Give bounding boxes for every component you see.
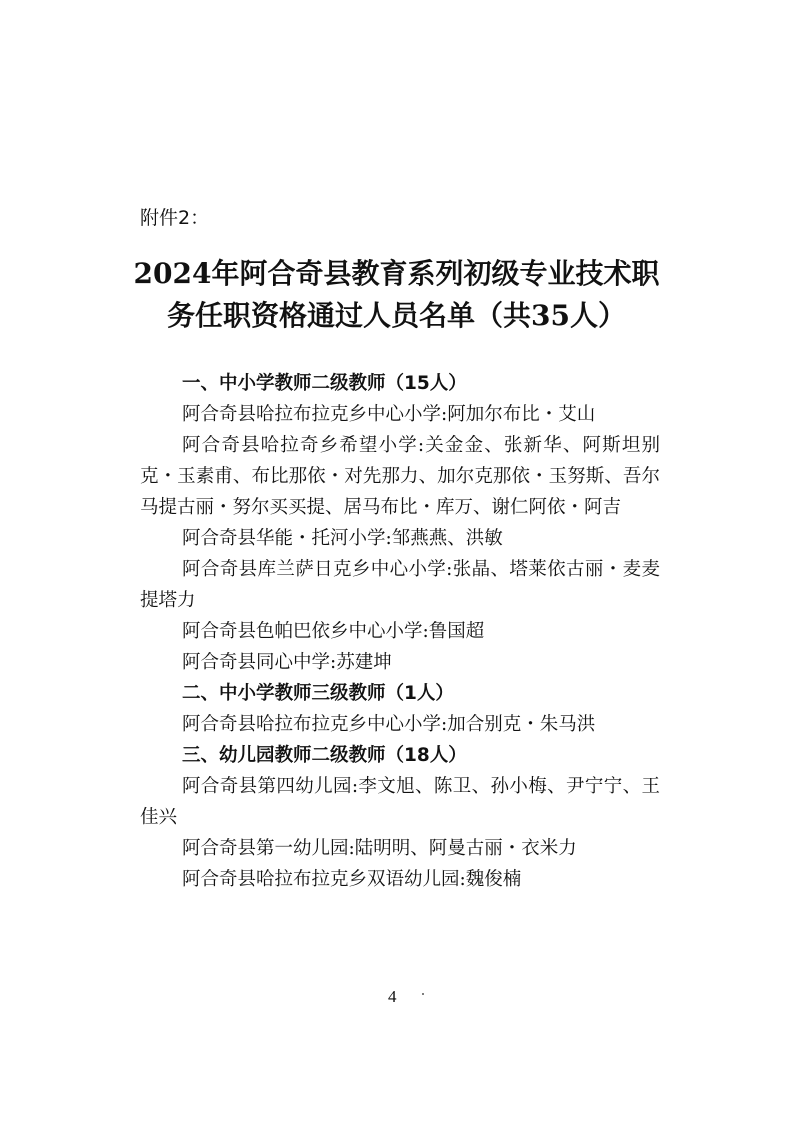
page-number: 4	[388, 987, 397, 1006]
list-item: 阿合奇县库兰萨日克乡中心小学:张晶、塔莱依古丽・麦麦提塔力	[140, 559, 660, 611]
attachment-label: 附件2：	[140, 207, 210, 229]
section-heading: 一、中小学教师二级教师（15人）	[182, 373, 467, 394]
scan-speck	[422, 993, 424, 995]
list-item: 阿合奇县第四幼儿园:李文旭、陈卫、孙小梅、尹宁宁、王佳兴	[140, 776, 660, 828]
list-item: 阿合奇县第一幼儿园:陆明明、阿曼古丽・衣米力	[182, 838, 577, 859]
list-item: 阿合奇县哈拉布拉克乡中心小学:阿加尔布比・艾山	[182, 404, 596, 425]
title-line-2: 务任职资格通过人员名单（共35人）	[167, 299, 626, 332]
section-heading: 二、中小学教师三级教师（1人）	[182, 683, 454, 704]
list-item: 阿合奇县哈拉奇乡希望小学:关金金、张新华、阿斯坦别克・玉素甫、布比那依・对先那力、加尔克那依・玉努斯、吾尔马提古丽・努尔买买提、居马布比・库万、谢仁阿依・阿吉	[140, 435, 660, 518]
list-item: 阿合奇县色帕巴依乡中心小学:鲁国超	[182, 621, 485, 642]
list-item: 阿合奇县华能・托河小学:邹燕燕、洪敏	[182, 528, 503, 549]
document-body	[140, 368, 660, 895]
document-title	[100, 253, 693, 337]
list-item: 阿合奇县哈拉布拉克乡双语幼儿园:魏俊楠	[182, 869, 522, 890]
list-item: 阿合奇县哈拉布拉克乡中心小学:加合别克・朱马洪	[182, 714, 596, 735]
title-line-1: 2024年阿合奇县教育系列初级专业技术职	[133, 257, 660, 290]
section-heading: 三、幼儿园教师二级教师（18人）	[182, 745, 467, 766]
list-item: 阿合奇县同心中学:苏建坤	[182, 652, 392, 673]
